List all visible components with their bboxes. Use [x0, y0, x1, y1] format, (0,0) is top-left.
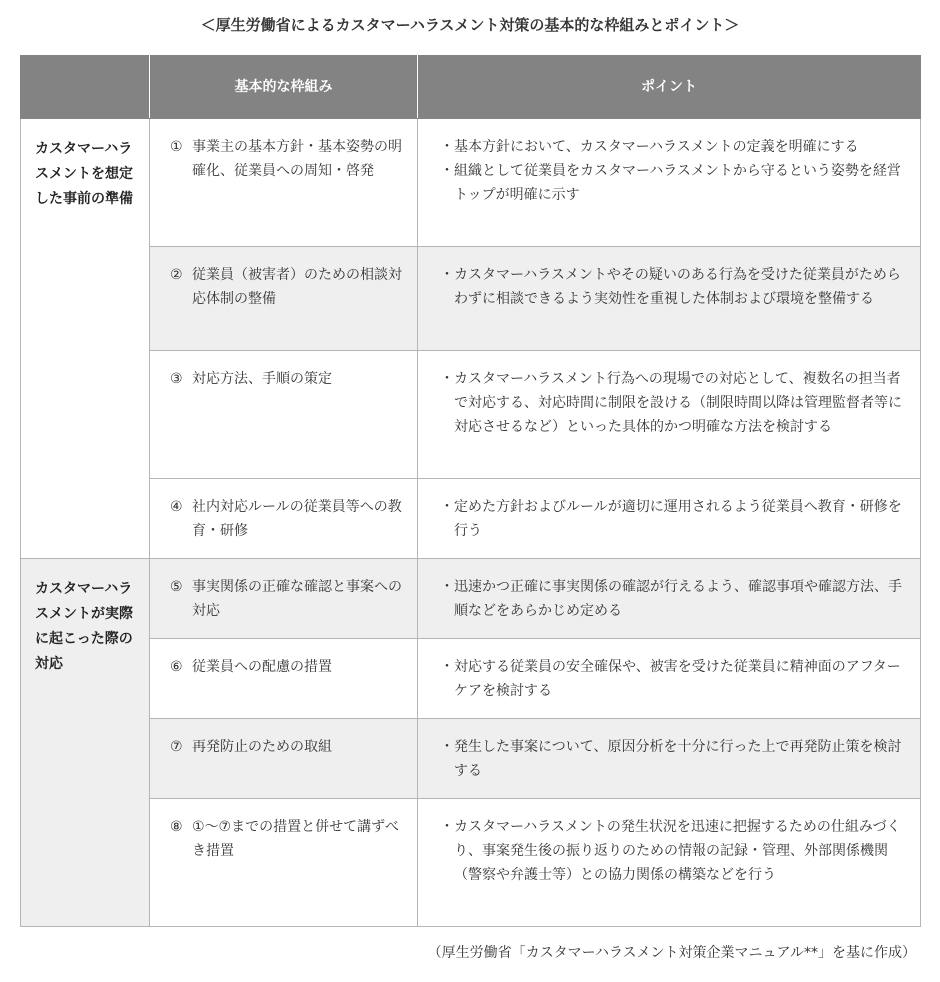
table-row: [21, 247, 921, 351]
item-number: ②: [170, 267, 183, 283]
point-bullet: [440, 495, 906, 543]
item-number: ⑤: [170, 579, 183, 595]
table-row: [21, 559, 921, 639]
point-cell: [418, 639, 921, 719]
item-text: 事実関係の正確な確認と事案への対応: [192, 579, 402, 619]
item-text: 再発防止のための取組: [192, 739, 332, 755]
point-text: カスタマーハラスメントの発生状況を迅速に把握するための仕組みづくり、事案発生後の振り返りのための情報の記録・管理、外部関係機関（警察や弁護士等）との協力関係の構築などを行う: [454, 819, 901, 883]
point-text: 基本方針において、カスタマーハラスメントの定義を明確にする: [454, 139, 859, 155]
item-text: 従業員（被害者）のための相談対応体制の整備: [192, 267, 402, 307]
item-number: ①: [170, 139, 183, 155]
point-text: カスタマーハラスメント行為への現場での対応として、複数名の担当者で対応する、対応時間に制限を設ける（制限時間以降は管理監督者等に対応させるなど）といった具体的かつ明確な方法を検討する: [454, 371, 902, 435]
item-number: ④: [170, 499, 183, 515]
bullet-dot: ・: [440, 267, 454, 283]
category-label: カスタマーハラスメントが実際に起こった際の対応: [35, 581, 133, 672]
framework-cell: [150, 351, 418, 479]
framework-cell: [150, 479, 418, 559]
header-framework: 基本的な枠組み: [150, 56, 418, 119]
point-text: 対応する従業員の安全確保や、被害を受けた従業員に精神面のアフターケアを検討する: [454, 659, 901, 699]
table-row: [21, 719, 921, 799]
table-row: [21, 799, 921, 927]
table-row: [21, 119, 921, 247]
framework-table: [20, 55, 921, 927]
source-note: （厚生労働省「カスタマーハラスメント対策企業マニュアル**」を基に作成）: [427, 945, 916, 961]
point-text: 定めた方針およびルールが適切に運用されるよう従業員へ教育・研修を行う: [454, 499, 902, 539]
item-number: ③: [170, 371, 183, 387]
header-empty: [21, 56, 150, 119]
point-cell: [418, 119, 921, 247]
bullet-dot: ・: [440, 819, 454, 835]
item-text: 従業員への配慮の措置: [192, 659, 332, 675]
table-row: [21, 351, 921, 479]
point-cell: [418, 719, 921, 799]
bullet-dot: ・: [440, 739, 454, 755]
table-row: [21, 639, 921, 719]
point-cell: [418, 247, 921, 351]
bullet-dot: ・: [440, 499, 454, 515]
point-cell: [418, 479, 921, 559]
point-bullet: [440, 815, 906, 887]
point-bullet: [440, 159, 906, 207]
bullet-dot: ・: [440, 163, 454, 179]
point-cell: [418, 559, 921, 639]
point-text: 迅速かつ正確に事実関係の確認が行えるよう、確認事項や確認方法、手順などをあらかじめ定める: [454, 579, 902, 619]
category-preparation: [21, 119, 150, 559]
point-cell: [418, 351, 921, 479]
point-bullet: [440, 735, 906, 783]
item-text: ①～⑦までの措置と併せて講ずべき措置: [192, 819, 399, 859]
framework-cell: [150, 799, 418, 927]
point-text: カスタマーハラスメントやその疑いのある行為を受けた従業員がためらわずに相談できるよう実効性を重視した体制および環境を整備する: [454, 267, 901, 307]
point-text: 組織として従業員をカスタマーハラスメントから守るという姿勢を経営トップが明確に示す: [454, 163, 901, 203]
item-number: ⑧: [170, 819, 183, 835]
item-number: ⑥: [170, 659, 183, 675]
point-cell: [418, 799, 921, 927]
framework-cell: [150, 719, 418, 799]
table-header-row: [21, 56, 921, 119]
category-response: [21, 559, 150, 927]
framework-cell: [150, 119, 418, 247]
point-bullet: [440, 367, 906, 439]
point-bullet: [440, 263, 906, 311]
framework-cell: [150, 639, 418, 719]
framework-cell: [150, 559, 418, 639]
bullet-dot: ・: [440, 371, 454, 387]
item-text: 事業主の基本方針・基本姿勢の明確化、従業員への周知・啓発: [192, 139, 402, 179]
point-text: 発生した事案について、原因分析を十分に行った上で再発防止策を検討する: [454, 739, 902, 779]
item-text: 対応方法、手順の策定: [192, 371, 332, 387]
bullet-dot: ・: [440, 579, 454, 595]
header-point: ポイント: [418, 56, 921, 119]
point-bullet: [440, 655, 906, 703]
point-bullet: [440, 575, 906, 623]
framework-cell: [150, 247, 418, 351]
point-bullet: [440, 135, 906, 159]
category-label: カスタマーハラスメントを想定した事前の準備: [35, 141, 133, 207]
bullet-dot: ・: [440, 659, 454, 675]
item-text: 社内対応ルールの従業員等への教育・研修: [192, 499, 402, 539]
item-number: ⑦: [170, 739, 183, 755]
table-row: [21, 479, 921, 559]
page-title: ＜厚生労働省によるカスタマーハラスメント対策の基本的な枠組みとポイント＞: [200, 16, 740, 34]
bullet-dot: ・: [440, 139, 454, 155]
